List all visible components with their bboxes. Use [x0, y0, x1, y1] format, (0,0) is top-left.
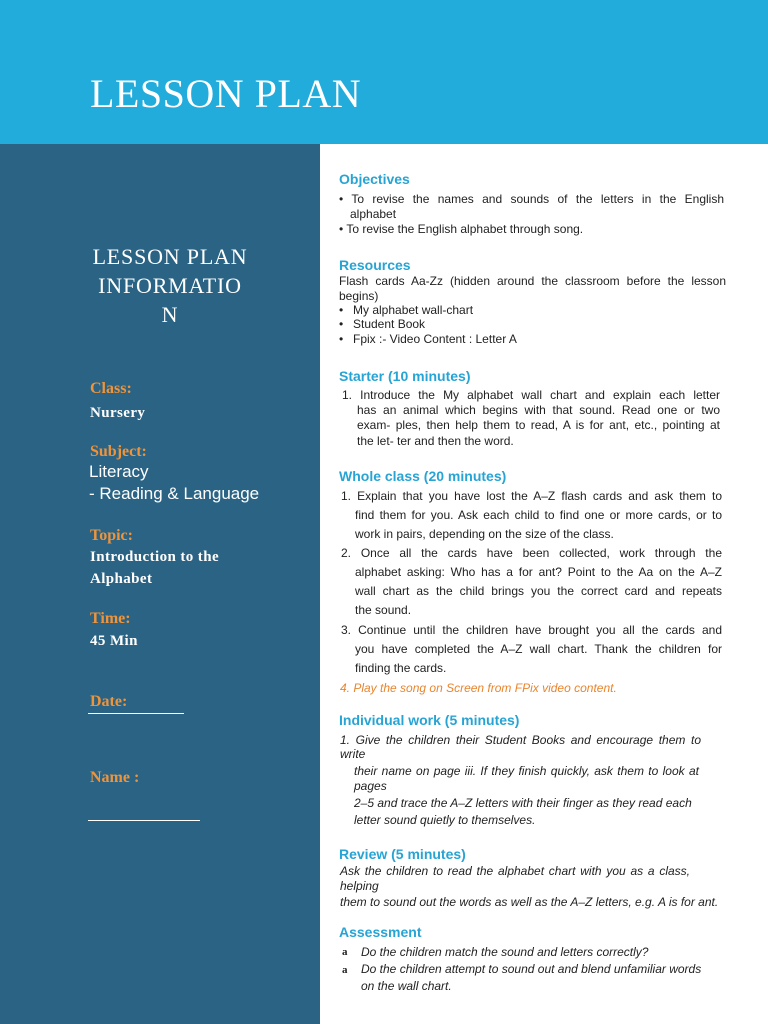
- whole-class-line: finding the cards.: [355, 661, 447, 675]
- topic-value-line1: Introduction to the: [90, 549, 219, 565]
- whole-class-line: 1. Explain that you have lost the A–Z flash cards and ask them to: [341, 489, 722, 503]
- whole-class-line: alphabet asking: Who has a for ant? Point to the Aa on the A–Z: [355, 565, 722, 579]
- individual-line: their name on page iii. If they finish quickly, ask them to look at: [354, 764, 699, 778]
- topic-value-line2: Alphabet: [90, 571, 153, 587]
- starter-heading: Starter (10 minutes): [339, 368, 471, 384]
- assessment-line: Do the children attempt to sound out and blend unfamiliar words: [361, 962, 702, 976]
- date-label: Date:: [90, 693, 128, 710]
- name-underline: [88, 820, 200, 821]
- resources-heading: Resources: [339, 257, 411, 273]
- whole-class-line: you have completed the A–Z wall chart. Thank the children for: [355, 642, 722, 656]
- topic-label: Topic:: [90, 527, 133, 544]
- objectives-heading: Objectives: [339, 171, 410, 187]
- name-label: Name :: [90, 769, 140, 786]
- whole-class-heading: Whole class (20 minutes): [339, 468, 507, 484]
- whole-class-line: find them for you. Ask each child to find one or more cards, or to: [355, 508, 722, 522]
- starter-line: the let- ter and then the word.: [357, 434, 514, 448]
- starter-line: has an animal which begins with that sound. Read one or two: [357, 403, 720, 417]
- date-underline: [88, 713, 184, 714]
- bullet-icon: •: [339, 332, 344, 346]
- subject-label: Subject:: [90, 443, 147, 460]
- sidebar-title-line: LESSON PLAN: [92, 244, 248, 269]
- resource-item: Fpix :- Video Content : Letter A: [353, 332, 517, 346]
- class-label: Class:: [90, 380, 132, 397]
- class-value: Nursery: [90, 405, 146, 421]
- objective-item: • To revise the names and sounds of the letters in the English: [339, 192, 724, 206]
- whole-class-line: work in pairs, depending on the size of the class.: [355, 527, 614, 541]
- whole-class-line: wall chart as the child brings you the correct card and repeats: [355, 584, 722, 598]
- review-line: Ask the children to read the alphabet chart with you as a class,: [340, 864, 690, 878]
- individual-line: 2–5 and trace the A–Z letters with their finger as they read each: [354, 796, 692, 810]
- bullet-icon: •: [339, 303, 344, 317]
- assessment-line: on the wall chart.: [361, 979, 452, 993]
- review-line: helping: [340, 879, 379, 893]
- subject-value-line2: - Reading & Language: [89, 484, 260, 503]
- objective-item: • To revise the English alphabet through song.: [339, 222, 584, 236]
- whole-class-line: the sound.: [355, 603, 412, 617]
- individual-work-heading: Individual work (5 minutes): [339, 712, 520, 728]
- subject-value-line1: Literacy: [89, 462, 149, 481]
- individual-line: pages: [354, 779, 387, 793]
- info-sidebar: [0, 144, 320, 1024]
- sidebar-title: [60, 242, 280, 329]
- starter-line: 1. Introduce the My alphabet wall chart and explain each letter: [342, 388, 720, 402]
- header-banner: [0, 0, 768, 144]
- bullet-icon: •: [339, 317, 344, 331]
- page-title: LESSON PLAN: [90, 71, 362, 116]
- time-value: 45 Min: [90, 633, 138, 649]
- assessment-bullet-icon: a: [342, 946, 348, 958]
- starter-line: exam- ples, then help them to read, A is for ant, etc., pointing at: [357, 418, 720, 432]
- review-heading: Review (5 minutes): [339, 846, 466, 862]
- assessment-bullet-icon: a: [342, 964, 348, 976]
- sidebar-title-line: N: [161, 302, 179, 327]
- assessment-heading: Assessment: [339, 924, 422, 940]
- time-label: Time:: [90, 610, 131, 627]
- review-line: them to sound out the words as well as the A–Z letters, e.g. A is for ant.: [340, 895, 719, 909]
- resource-item: Student Book: [353, 317, 426, 331]
- whole-class-step4: 4. Play the song on Screen from FPix video content.: [340, 681, 617, 695]
- resources-text: Flash cards Aa-Zz (hidden around the classroom before the lesson: [339, 274, 726, 288]
- individual-line: 1. Give the children their Student Books and encourage them to: [340, 733, 701, 747]
- whole-class-line: 2. Once all the cards have been collected, work through the: [341, 546, 722, 560]
- whole-class-line: 3. Continue until the children have brought you all the cards and: [341, 623, 722, 637]
- individual-line: letter sound quietly to themselves.: [354, 813, 536, 827]
- resources-text-cont: begins): [339, 289, 379, 303]
- sidebar-title-line: INFORMATIO: [98, 273, 242, 298]
- individual-line: write: [340, 747, 366, 761]
- assessment-line: Do the children match the sound and letters correctly?: [361, 945, 649, 959]
- objective-item-cont: alphabet: [350, 207, 397, 221]
- resource-item: My alphabet wall-chart: [353, 303, 474, 317]
